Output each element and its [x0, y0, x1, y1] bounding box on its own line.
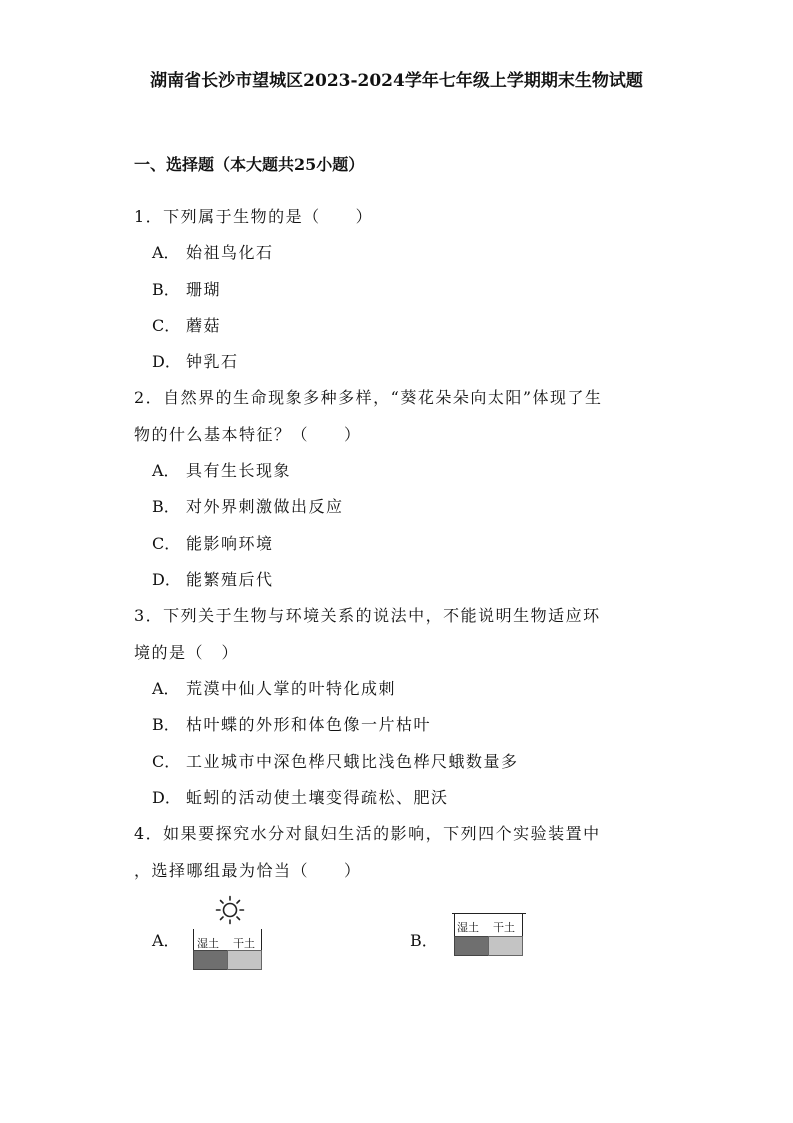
figure-b-label: B．: [410, 931, 438, 950]
section-heading: 一、选择题（本大题共25小题）: [134, 155, 365, 174]
option-letter: A．: [152, 243, 180, 262]
question-2-stem-line2: 物的什么基本特征？（ ）: [134, 425, 362, 444]
option-letter: B．: [152, 715, 180, 734]
figure-b: [448, 910, 528, 960]
wet-soil-block: [454, 936, 489, 956]
option-text: 荒漠中仙人掌的叶特化成刺: [186, 679, 397, 698]
option-letter: B．: [152, 280, 180, 299]
question-4-stem-line1: 4．如果要探究水分对鼠妇生活的影响，下列四个实验装置中: [134, 824, 601, 843]
option-text: 能繁殖后代: [186, 570, 274, 589]
q2-option-b: [152, 496, 344, 518]
wet-soil-label: 湿土: [197, 937, 219, 950]
question-2-stem-line1: 2．自然界的生命现象多种多样，“葵花朵朵向太阳”体现了生: [134, 388, 603, 407]
question-4-stem-line2: ，选择哪组最为恰当（ ）: [134, 861, 362, 880]
q2-option-c: [152, 533, 274, 555]
q1-option-d: [152, 351, 239, 373]
q2-option-d: [152, 569, 274, 591]
q2-option-a: [152, 460, 291, 482]
option-letter: A．: [152, 679, 180, 698]
option-text: 蘑菇: [186, 316, 222, 335]
option-letter: A．: [152, 461, 180, 480]
q1-option-c: [152, 315, 221, 337]
question-3-stem-line2: 境的是（ ）: [134, 643, 240, 662]
option-letter: C．: [152, 316, 181, 335]
option-letter: B．: [152, 497, 180, 516]
option-letter: C．: [152, 534, 181, 553]
option-text: 蚯蚓的活动使土壤变得疏松、肥沃: [186, 788, 449, 807]
q3-option-d: [152, 787, 449, 809]
option-text: 钟乳石: [186, 352, 239, 371]
option-letter: D．: [152, 570, 181, 589]
q3-option-b: [152, 714, 431, 736]
question-1-stem: 1．下列属于生物的是（ ）: [134, 207, 374, 226]
figure-a: [190, 895, 265, 973]
option-text: 对外界刺激做出反应: [186, 497, 344, 516]
sun-icon: [215, 895, 245, 925]
option-text: 具有生长现象: [186, 461, 292, 480]
option-letter: C．: [152, 752, 181, 771]
dry-soil-block: [488, 936, 523, 956]
q1-option-a: [152, 242, 274, 264]
wet-soil-label: 湿土: [457, 921, 479, 934]
figure-a-label: A．: [152, 931, 180, 950]
q3-option-a: [152, 678, 396, 700]
page-title: 湖南省长沙市望城区2023-2024学年七年级上学期期末生物试题: [150, 71, 643, 91]
dry-soil-label: 干土: [233, 937, 255, 950]
dry-soil-block: [227, 950, 262, 970]
option-text: 能影响环境: [186, 534, 274, 553]
wet-soil-block: [193, 950, 228, 970]
option-text: 始祖鸟化石: [186, 243, 274, 262]
option-text: 珊瑚: [186, 280, 222, 299]
option-letter: D．: [152, 788, 181, 807]
option-letter: D．: [152, 352, 181, 371]
option-text: 工业城市中深色桦尺蛾比浅色桦尺蛾数量多: [186, 752, 519, 771]
dry-soil-label: 干土: [493, 921, 515, 934]
q3-option-c: [152, 751, 519, 773]
q1-option-b: [152, 279, 221, 301]
question-3-stem-line1: 3．下列关于生物与环境关系的说法中，不能说明生物适应环: [134, 606, 601, 625]
option-text: 枯叶蝶的外形和体色像一片枯叶: [186, 715, 432, 734]
